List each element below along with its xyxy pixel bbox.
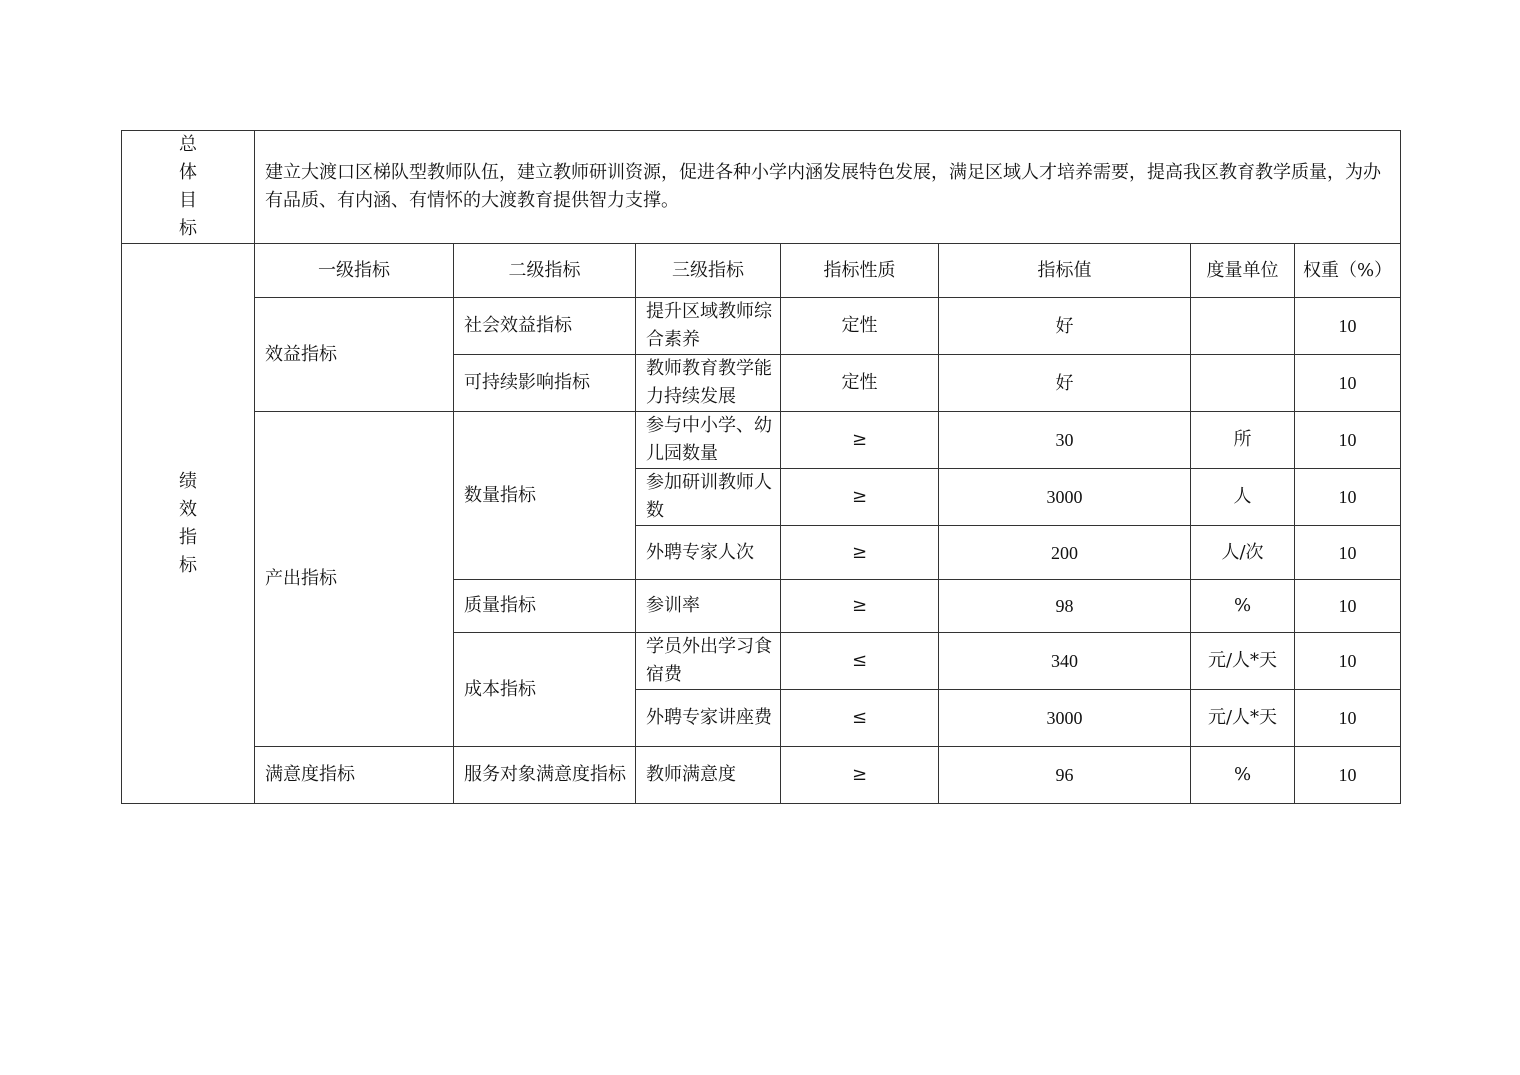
level2-cell: 成本指标 bbox=[454, 633, 636, 747]
value-cell: 96 bbox=[939, 747, 1191, 804]
table-row bbox=[122, 412, 1401, 469]
header-cell: 指标性质 bbox=[781, 244, 939, 298]
level1-cell: 满意度指标 bbox=[255, 747, 454, 804]
header-row bbox=[122, 244, 1401, 298]
level3-cell: 教师教育教学能力持续发展 bbox=[636, 355, 781, 412]
weight-cell: 10 bbox=[1295, 747, 1401, 804]
level3-cell: 提升区域教师综合素养 bbox=[636, 298, 781, 355]
value-cell: 340 bbox=[939, 633, 1191, 690]
nature-cell: ≤ bbox=[781, 633, 939, 690]
weight-cell: 10 bbox=[1295, 355, 1401, 412]
header-cell: 三级指标 bbox=[636, 244, 781, 298]
unit-cell bbox=[1191, 298, 1295, 355]
level1-cell: 产出指标 bbox=[255, 412, 454, 747]
level2-cell: 可持续影响指标 bbox=[454, 355, 636, 412]
table-row bbox=[122, 298, 1401, 355]
unit-cell: 人 bbox=[1191, 469, 1295, 526]
value-cell: 好 bbox=[939, 355, 1191, 412]
unit-cell: 元/人*天 bbox=[1191, 690, 1295, 747]
level3-cell: 外聘专家讲座费 bbox=[636, 690, 781, 747]
level3-cell: 学员外出学习食宿费 bbox=[636, 633, 781, 690]
header-cell: 度量单位 bbox=[1191, 244, 1295, 298]
level3-cell: 参与中小学、幼儿园数量 bbox=[636, 412, 781, 469]
value-cell: 30 bbox=[939, 412, 1191, 469]
weight-cell: 10 bbox=[1295, 633, 1401, 690]
goal-text: 建立大渡口区梯队型教师队伍，建立教师研训资源，促进各种小学内涵发展特色发展，满足区域人才培养需要，提高我区教育教学质量，为办有品质、有内涵、有情怀的大渡教育提供智力支撑。 bbox=[255, 131, 1401, 244]
goal-label: 总 体 目 标 bbox=[122, 131, 255, 244]
nature-cell: ≥ bbox=[781, 412, 939, 469]
header-cell: 权重（%） bbox=[1295, 244, 1401, 298]
nature-cell: ≥ bbox=[781, 580, 939, 633]
level3-cell: 参训率 bbox=[636, 580, 781, 633]
weight-cell: 10 bbox=[1295, 469, 1401, 526]
unit-cell: 人/次 bbox=[1191, 526, 1295, 580]
unit-cell: 所 bbox=[1191, 412, 1295, 469]
level2-cell: 服务对象满意度指标 bbox=[454, 747, 636, 804]
nature-cell: ≥ bbox=[781, 747, 939, 804]
header-cell: 指标值 bbox=[939, 244, 1191, 298]
nature-cell: ≥ bbox=[781, 526, 939, 580]
value-cell: 3000 bbox=[939, 690, 1191, 747]
value-cell: 好 bbox=[939, 298, 1191, 355]
table-row bbox=[122, 747, 1401, 804]
level2-cell: 社会效益指标 bbox=[454, 298, 636, 355]
value-cell: 200 bbox=[939, 526, 1191, 580]
value-cell: 98 bbox=[939, 580, 1191, 633]
level1-cell: 效益指标 bbox=[255, 298, 454, 412]
unit-cell: % bbox=[1191, 747, 1295, 804]
performance-goal-table bbox=[121, 130, 1401, 804]
nature-cell: 定性 bbox=[781, 298, 939, 355]
value-cell: 3000 bbox=[939, 469, 1191, 526]
unit-cell: 元/人*天 bbox=[1191, 633, 1295, 690]
goal-row bbox=[122, 131, 1401, 244]
level2-cell: 质量指标 bbox=[454, 580, 636, 633]
weight-cell: 10 bbox=[1295, 298, 1401, 355]
perf-label: 绩 效 指 标 bbox=[122, 244, 255, 804]
level3-cell: 教师满意度 bbox=[636, 747, 781, 804]
weight-cell: 10 bbox=[1295, 690, 1401, 747]
level3-cell: 参加研训教师人数 bbox=[636, 469, 781, 526]
nature-cell: ≤ bbox=[781, 690, 939, 747]
unit-cell: % bbox=[1191, 580, 1295, 633]
weight-cell: 10 bbox=[1295, 412, 1401, 469]
weight-cell: 10 bbox=[1295, 526, 1401, 580]
level2-cell: 数量指标 bbox=[454, 412, 636, 580]
header-cell: 二级指标 bbox=[454, 244, 636, 298]
unit-cell bbox=[1191, 355, 1295, 412]
nature-cell: 定性 bbox=[781, 355, 939, 412]
level3-cell: 外聘专家人次 bbox=[636, 526, 781, 580]
nature-cell: ≥ bbox=[781, 469, 939, 526]
header-cell: 一级指标 bbox=[255, 244, 454, 298]
weight-cell: 10 bbox=[1295, 580, 1401, 633]
